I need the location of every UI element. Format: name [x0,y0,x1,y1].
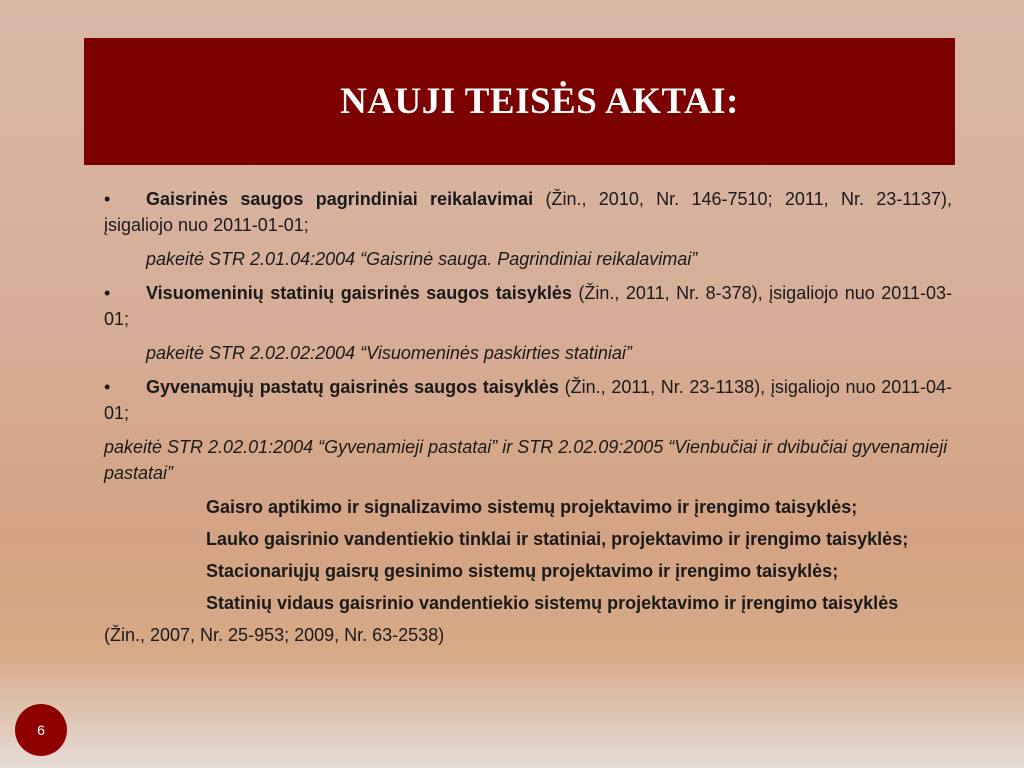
slide-title: NAUJI TEISĖS AKTAI: [340,81,739,122]
title-banner [84,38,955,165]
rule-item: Statinių vidaus gaisrinio vandentiekio sistemų projektavimo ir įrengimo taisyklės [206,593,899,613]
page-number: 6 [37,722,45,738]
list-item [104,186,952,238]
item-details: (Žin., 2011, Nr. 23-1138), įsigaliojo nuo 2011-04-01; [104,377,952,423]
rule-item: Stacionariųjų gaisrų gesinimo sistemų projektavimo ir įrengimo taisyklės; [206,561,839,581]
slide-content [104,186,952,656]
item-details: (Žin., 2011, Nr. 8-378), įsigaliojo nuo 2011-03-01; [104,283,953,329]
item-replaced-note: pakeitė STR 2.01.04:2004 “Gaisrinė sauga. Pagrindiniai reikalavimai” [146,249,698,269]
item-title: Gyvenamųjų pastatų gaisrinės saugos taisyklės [146,377,559,397]
rule-item: Lauko gaisrinio vandentiekio tinklai ir statiniai, projektavimo ir įrengimo taisyklės; [206,529,909,549]
item-title: Visuomeninių statinių gaisrinės saugos taisyklės [146,283,572,303]
bullet-icon: • [104,377,111,397]
rule-item: Gaisro aptikimo ir signalizavimo sistemų projektavimo ir įrengimo taisyklės; [206,497,858,517]
item-details: (Žin., 2010, Nr. 146-7510; 2011, Nr. 23-1137), įsigaliojo nuo 2011-01-01; [104,189,952,235]
reference-text: (Žin., 2007, Nr. 25-953; 2009, Nr. 63-2538) [104,625,445,645]
bullet-icon: • [104,283,111,303]
list-item [104,374,952,426]
item-replaced-note: pakeitė STR 2.02.02:2004 “Visuomeninės paskirties statiniai” [146,343,632,363]
list-item [104,280,952,332]
item-title: Gaisrinės saugos pagrindiniai reikalavimai [146,189,534,209]
page-number-badge [15,704,67,756]
item-replaced-note: pakeitė STR 2.02.01:2004 “Gyvenamieji pastatai” ir STR 2.02.09:2005 “Vienbučiai ir dvibučiai gyvenamieji pastatai” [104,437,948,483]
bullet-icon: • [104,189,111,209]
